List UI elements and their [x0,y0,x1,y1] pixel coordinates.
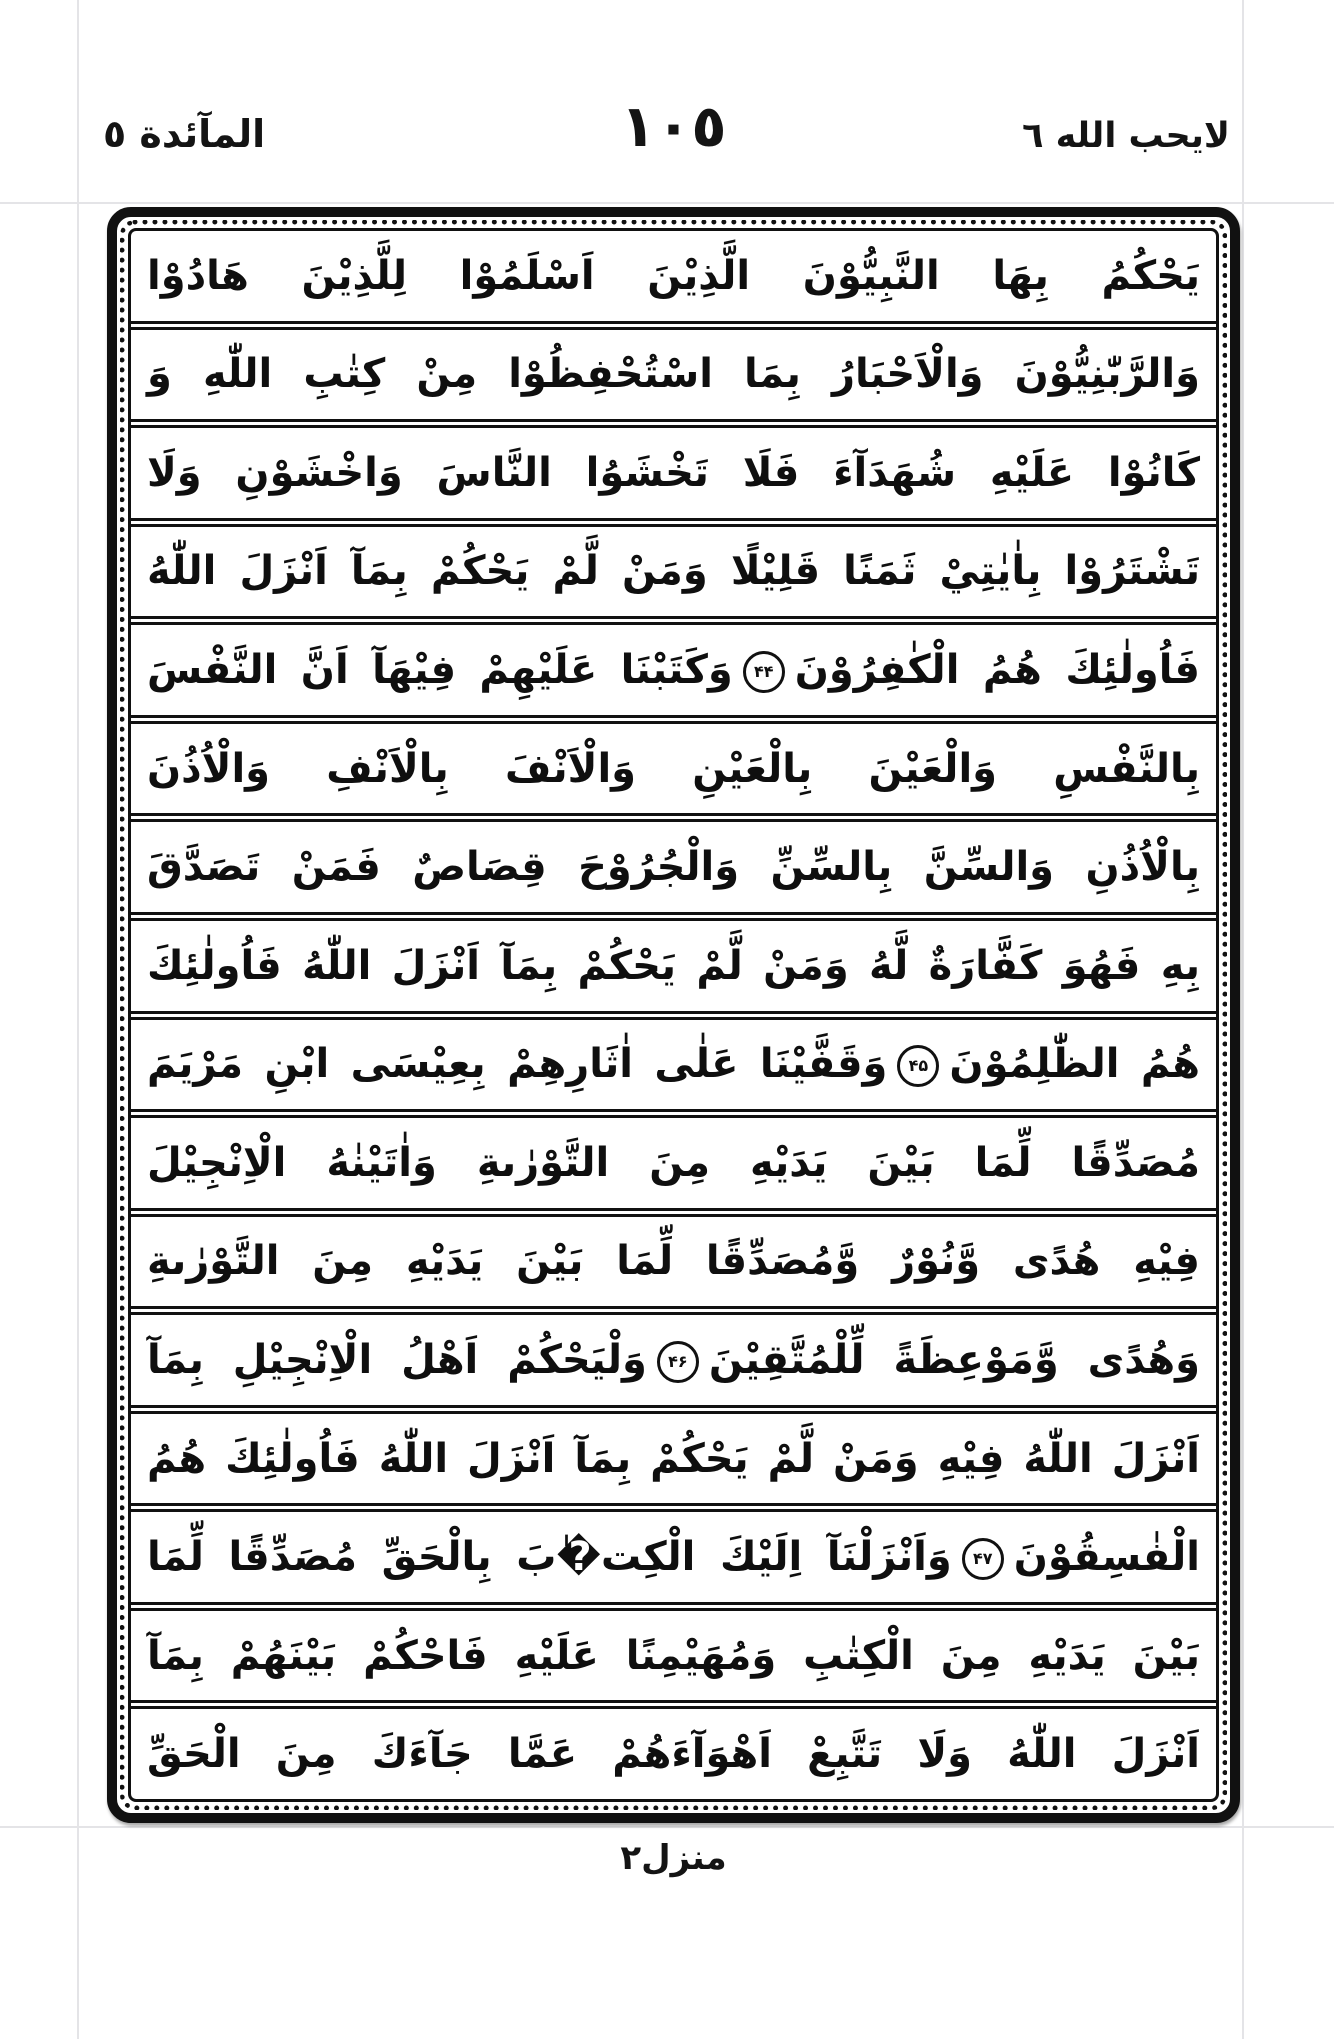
quran-line-6 [131,724,1216,823]
quran-line-text: فَاُولٰئِكَ هُمُ الْكٰفِرُوْنَ۴۴وَكَتَبْنَا عَلَيْهِمْ فِيْهَآ اَنَّ النَّفْسَ [147,647,1200,694]
quran-line-14 [131,1512,1216,1611]
quran-line-3 [131,428,1216,527]
quran-lines-container [131,231,1216,1799]
quran-line-text: وَالرَّبّٰنِيُّوْنَ وَالْاَحْبَارُ بِمَا اسْتُحْفِظُوْا مِنْ كِتٰبِ اللّٰهِ وَ [147,351,1200,398]
quran-line-9 [131,1020,1216,1119]
page-edge-line-bottom [0,1826,1334,1828]
ayah-marker-۴۶: ۴۶ [657,1341,699,1383]
quran-line-text: وَهُدًى وَّمَوْعِظَةً لِّلْمُتَّقِيْنَ۴۶وَلْيَحْكُمْ اَهْلُ الْاِنْجِيْلِ بِمَآ [147,1336,1201,1383]
ayah-marker-۴۵: ۴۵ [897,1045,939,1087]
quran-line-text: هُمُ الظّٰلِمُوْنَ۴۵وَقَفَّيْنَا عَلٰى اٰثَارِهِمْ بِعِيْسَى ابْنِ مَرْيَمَ [147,1041,1200,1088]
quran-line-15 [131,1611,1216,1710]
quran-line-text: بِهِ فَهُوَ كَفَّارَةٌ لَّهُ وَمَنْ لَّمْ يَحْكُمْ بِمَآ اَنْزَلَ اللّٰهُ فَاُولٰئِكَ [147,942,1200,989]
quran-line-12 [131,1315,1216,1414]
quran-line-text: اَنْزَلَ اللّٰهُ وَلَا تَتَّبِعْ اَهْوَآءَهُمْ عَمَّا جَآءَكَ مِنَ الْحَقِّ [147,1731,1200,1778]
quran-line-text: الْفٰسِقُوْنَ۴۷وَاَنْزَلْنَآ اِلَيْكَ الْكِت�ٰبَ بِالْحَقِّ مُصَدِّقًا لِّمَا [147,1534,1200,1581]
quran-line-text: تَشْتَرُوْا بِاٰيٰتِيْ ثَمَنًا قَلِيْلًا وَمَنْ لَّمْ يَحْكُمْ بِمَآ اَنْزَلَ اللّٰهُ [147,548,1200,595]
quran-line-2 [131,330,1216,429]
inner-border [128,228,1219,1802]
page-edge-line-left [77,0,79,2039]
quran-line-7 [131,822,1216,921]
quran-line-5 [131,625,1216,724]
quran-line-1 [131,231,1216,330]
quran-line-4 [131,527,1216,626]
quran-text-frame [107,207,1240,1823]
page-number: ١٠٥ [620,92,727,160]
quran-line-text: يَحْكُمُ بِهَا النَّبِيُّوْنَ الَّذِيْنَ اَسْلَمُوْا لِلَّذِيْنَ هَادُوْا [147,252,1200,299]
ayah-marker-۴۷: ۴۷ [962,1538,1004,1580]
beaded-border [120,220,1227,1810]
quran-line-10 [131,1118,1216,1217]
quran-line-13 [131,1414,1216,1513]
quran-line-text: بِالْاُذُنِ وَالسِّنَّ بِالسِّنِّ وَالْجُرُوْحَ قِصَاصٌ فَمَنْ تَصَدَّقَ [147,844,1200,891]
quran-line-text: بِالنَّفْسِ وَالْعَيْنَ بِالْعَيْنِ وَالْاَنْفَ بِالْاَنْفِ وَالْاُذُنَ [147,745,1200,792]
quran-line-text: اَنْزَلَ اللّٰهُ فِيْهِ وَمَنْ لَّمْ يَحْكُمْ بِمَآ اَنْزَلَ اللّٰهُ فَاُولٰئِكَ هُمُ [147,1435,1200,1482]
quran-line-text: مُصَدِّقًا لِّمَا بَيْنَ يَدَيْهِ مِنَ التَّوْرٰىةِ وَاٰتَيْنٰهُ الْاِنْجِيْلَ [147,1139,1200,1186]
juz-name-label: لايحب الله ٦ [1022,116,1230,156]
quran-line-text: فِيْهِ هُدًى وَّنُوْرٌ وَّمُصَدِّقًا لِّمَا بَيْنَ يَدَيْهِ مِنَ التَّوْرٰىةِ [147,1238,1200,1285]
surah-name-label: المآئدة ٥ [103,112,266,156]
quran-line-16 [131,1709,1216,1799]
quran-line-text: بَيْنَ يَدَيْهِ مِنَ الْكِتٰبِ وَمُهَيْمِنًا عَلَيْهِ فَاحْكُمْ بَيْنَهُمْ بِمَآ [147,1632,1200,1679]
quran-line-text: كَانُوْا عَلَيْهِ شُهَدَآءَ فَلَا تَخْشَوُا النَّاسَ وَاخْشَوْنِ وَلَا [147,449,1200,496]
quran-line-11 [131,1217,1216,1316]
ayah-marker-۴۴: ۴۴ [743,651,785,693]
page-edge-line-right [1242,0,1244,2039]
manzil-label: منزل٢ [620,1838,727,1878]
quran-line-8 [131,921,1216,1020]
page-edge-line-top [0,202,1334,204]
